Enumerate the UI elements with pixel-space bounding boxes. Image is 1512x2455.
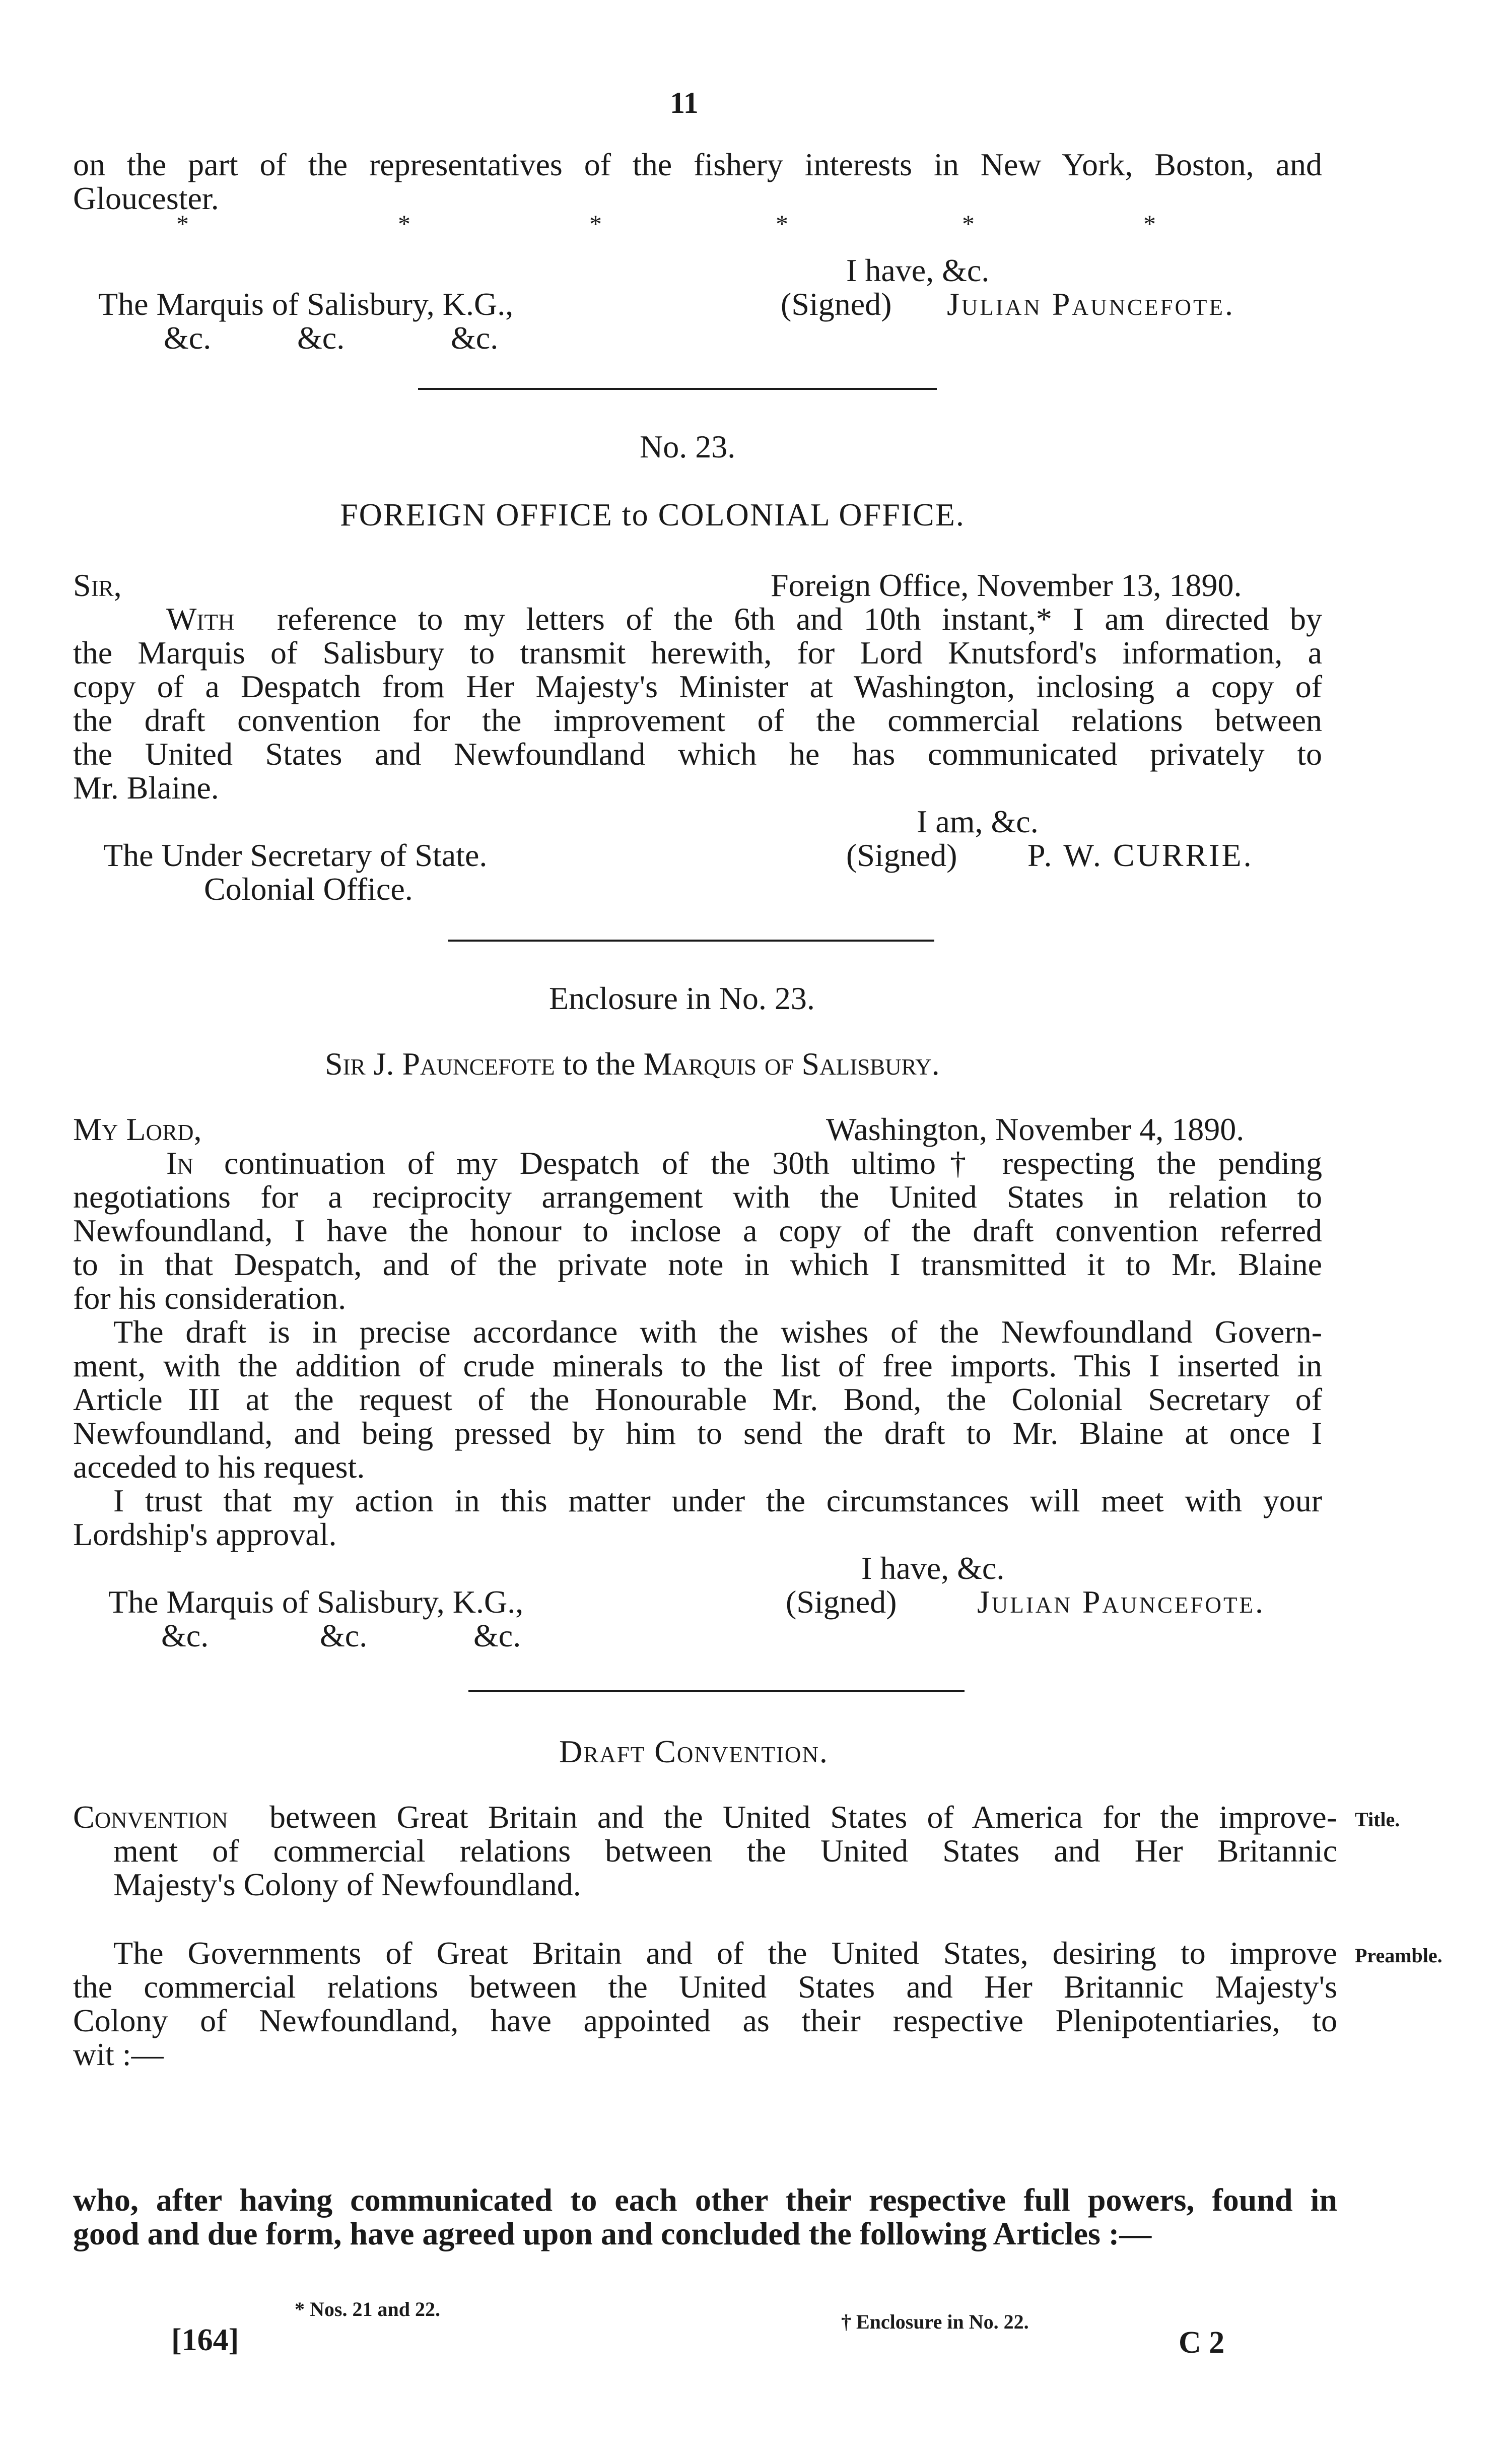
letter-line-5: the United States and Newfoundland which he has communicated privately to	[73, 736, 1322, 772]
signed-label-3: (Signed)	[786, 1584, 897, 1620]
addressee-2-office: Colonial Office.	[204, 871, 413, 907]
enclosure-title-to: to the	[563, 1046, 636, 1082]
draft-convention-heading: Draft Convention.	[559, 1734, 829, 1769]
footnote-star: * Nos. 21 and 22.	[295, 2298, 440, 2320]
letter-line-3: copy of a Despatch from Her Majesty's Minister at Washington, inclosing a copy of	[73, 669, 1322, 704]
side-note-preamble: Preamble.	[1355, 1944, 1442, 1967]
asterisk: *	[398, 210, 410, 238]
etc-1a: &c.	[164, 320, 212, 356]
divider-rule	[468, 1690, 965, 1692]
final-line-1: who, after having communicated to each other their respective full powers, found in	[73, 2182, 1337, 2218]
enclosure-p2-line-2: ment, with the addition of crude minerals to the list of free imports. This I inserted in	[73, 1348, 1322, 1383]
letter-opening-word: With	[166, 601, 235, 637]
divider-rule	[448, 940, 934, 942]
divider-rule	[418, 388, 937, 390]
enclosure-p1-line-5: for his consideration.	[73, 1280, 347, 1316]
enclosure-p2-line-3: Article III at the request of the Honourable Mr. Bond, the Colonial Secretary of	[73, 1381, 1322, 1417]
enclosure-title	[325, 1045, 940, 1083]
letter-line-4: the draft convention for the improvement of the commercial relations between	[73, 702, 1322, 738]
enclosure-p2-line-1: The draft is in precise accordance with the wishes of the Newfoundland Govern-	[113, 1314, 1322, 1350]
signer-1: Julian Pauncefote.	[947, 286, 1235, 322]
preamble-line-2: the commercial relations between the United States and Her Britannic Majesty's	[73, 1969, 1337, 2005]
document-title: FOREIGN OFFICE to COLONIAL OFFICE.	[340, 497, 965, 533]
asterisk: *	[962, 210, 975, 238]
enclosure-p1-line-3: Newfoundland, I have the honour to inclose a copy of the draft convention referred	[73, 1213, 1322, 1248]
etc-3a: &c.	[161, 1618, 209, 1653]
convention-title-line-1: between Great Britain and the United States of America for the improve-	[269, 1799, 1337, 1835]
continuation-line-1: on the part of the representatives of the fishery interests in New York, Boston, and	[73, 147, 1322, 182]
asterisk: *	[176, 210, 189, 238]
closing-3: I have, &c.	[861, 1550, 1005, 1586]
asterisk: *	[589, 210, 602, 238]
enclosure-p1-line-1: continuation of my Despatch of the 30th ultimo† respecting the pending	[224, 1145, 1322, 1181]
addressee-3: The Marquis of Salisbury, K.G.,	[108, 1584, 524, 1620]
final-line-2: good and due form, have agreed upon and concluded the following Articles :—	[73, 2216, 1152, 2251]
place-date-foreign-office: Foreign Office, November 13, 1890.	[771, 567, 1242, 603]
enclosure-p3-line-1: I trust that my action in this matter under the circumstances will meet with your	[113, 1483, 1322, 1518]
letter-line-1: reference to my letters of the 6th and 10th instant,* I am directed by	[277, 601, 1322, 637]
convention-title-first-word: Convention	[73, 1799, 228, 1835]
etc-1c: &c.	[451, 320, 499, 356]
etc-3b: &c.	[320, 1618, 368, 1653]
preamble-line-4: wit :—	[73, 2036, 164, 2072]
signer-2: P. W. CURRIE.	[1027, 837, 1254, 873]
asterisk: *	[776, 210, 788, 238]
signed-label-2: (Signed)	[846, 837, 957, 873]
closing-2: I am, &c.	[917, 804, 1039, 839]
place-date-washington: Washington, November 4, 1890.	[826, 1111, 1245, 1147]
enclosure-p1-line-2: negotiations for a reciprocity arrangement with the United States in relation to	[73, 1179, 1322, 1215]
page-number: 11	[670, 86, 699, 119]
etc-3c: &c.	[473, 1618, 521, 1653]
signer-3: Julian Pauncefote.	[977, 1584, 1265, 1620]
side-note-title: Title.	[1355, 1808, 1400, 1831]
document-number-heading: No. 23.	[640, 429, 736, 465]
preamble-line-3: Colony of Newfoundland, have appointed as their respective Plenipotentiaries, to	[73, 2003, 1337, 2038]
etc-1b: &c.	[297, 320, 345, 356]
convention-title-line-3: Majesty's Colony of Newfoundland.	[113, 1867, 581, 1902]
salutation-sir: Sir,	[73, 567, 122, 603]
enclosure-p3-line-2: Lordship's approval.	[73, 1516, 337, 1552]
signature-mark: C 2	[1179, 2326, 1225, 2360]
footnote-dagger: † Enclosure in No. 22.	[841, 2310, 1029, 2333]
addressee-2: The Under Secretary of State.	[103, 837, 488, 873]
letter-line-2: the Marquis of Salisbury to transmit herewith, for Lord Knutsford's information, a	[73, 635, 1322, 671]
enclosure-title-recipient: Marquis of Salisbury.	[643, 1046, 940, 1082]
closing-1: I have, &c.	[846, 252, 990, 288]
convention-title-line-2: ment of commercial relations between the United States and Her Britannic	[113, 1833, 1337, 1869]
enclosure-opening-word: In	[166, 1145, 193, 1181]
continuation-line-2: Gloucester.	[73, 180, 219, 216]
print-number: [164]	[171, 2323, 239, 2357]
enclosure-p1-line-4: to in that Despatch, and of the private note in which I transmitted it to Mr. Blaine	[73, 1246, 1322, 1282]
enclosure-p2-line-5: acceded to his request.	[73, 1449, 365, 1485]
preamble-line-1: The Governments of Great Britain and of the United States, desiring to improve	[113, 1935, 1337, 1971]
salutation-my-lord: My Lord,	[73, 1111, 202, 1147]
signed-label-1: (Signed)	[781, 286, 892, 322]
letter-line-6: Mr. Blaine.	[73, 770, 219, 806]
enclosure-heading: Enclosure in No. 23.	[549, 980, 815, 1016]
enclosure-p2-line-4: Newfoundland, and being pressed by him to send the draft to Mr. Blaine at once I	[73, 1415, 1322, 1451]
enclosure-title-sender: Sir J. Pauncefote	[325, 1046, 555, 1082]
addressee-1: The Marquis of Salisbury, K.G.,	[98, 286, 514, 322]
asterisk: *	[1143, 210, 1156, 238]
